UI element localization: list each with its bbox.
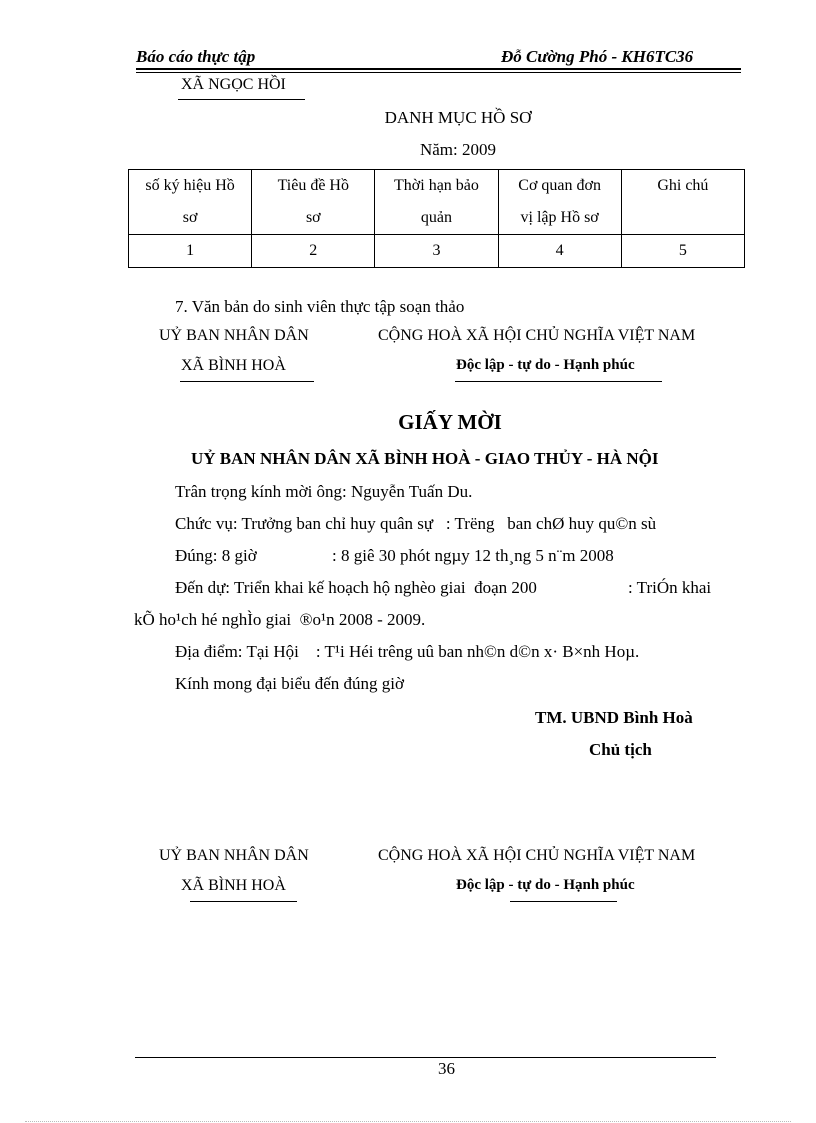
invitation-line-attend: Đến dự: Triển khai kế hoạch hộ nghèo giai đoạn 200 — [175, 578, 537, 597]
page-number: 36 — [438, 1059, 455, 1078]
table-cell: 1 — [129, 235, 252, 268]
block1-org-line1: UỶ BAN NHÂN DÂN — [159, 327, 309, 344]
page-edge — [25, 1121, 791, 1122]
invitation-line-position: Chức vụ: Trưởng ban chỉ huy quân sự : Trëng ban chØ huy qu©n sù — [175, 514, 657, 533]
invitation-line-time: Đúng: 8 giờ — [175, 546, 257, 565]
table-row — [129, 235, 745, 268]
block2-nation-line1: CỘNG HOÀ XÃ HỘI CHỦ NGHĨA VIỆT NAM — [378, 847, 696, 864]
catalog-table — [128, 169, 745, 268]
top-org-underline — [178, 99, 305, 100]
invitation-line-attend-cont: kÕ ho¹ch hé nghÌo giai ®o¹n 2008 - 2009. — [134, 610, 426, 629]
block2-org-line1: UỶ BAN NHÂN DÂN — [159, 847, 309, 864]
signature-title: TM. UBND Bình Hoà — [535, 708, 693, 727]
header-right: Đỗ Cường Phó - KH6TC36 — [501, 47, 694, 66]
catalog-year: Năm: 2009 — [419, 140, 497, 159]
invitation-line-invitee: Trân trọng kính mời ông: Nguyễn Tuấn Du. — [175, 482, 473, 501]
table-header-row — [129, 170, 745, 235]
block1-nation-line1: CỘNG HOÀ XÃ HỘI CHỦ NGHĨA VIỆT NAM — [378, 327, 696, 344]
table-header-cell: Ghi chú — [621, 170, 744, 235]
block1-motto-underline — [455, 381, 662, 382]
header-rule — [136, 68, 741, 70]
invitation-line-closing: Kính mong đại biểu đến đúng giờ — [175, 674, 405, 693]
signature-role: Chủ tịch — [589, 740, 652, 759]
table-cell: 5 — [621, 235, 744, 268]
invitation-title: GIẤY MỜI — [398, 410, 502, 434]
block1-org-line2: XÃ BÌNH HOÀ — [181, 357, 286, 374]
catalog-title: DANH MỤC HỒ SƠ — [384, 108, 532, 127]
section-heading: 7. Văn bản do sinh viên thực tập soạn thảo — [175, 297, 465, 316]
block2-motto: Độc lập - tự do - Hạnh phúc — [456, 877, 635, 893]
block2-org-underline — [190, 901, 297, 902]
block2-motto-underline — [510, 901, 617, 902]
header-left: Báo cáo thực tập — [136, 47, 256, 66]
footer-rule — [135, 1057, 716, 1058]
top-org-name: XÃ NGỌC HỒI — [181, 76, 286, 93]
table-cell: 2 — [252, 235, 375, 268]
invitation-line-attend-alt: : TriÓn khai — [628, 578, 712, 597]
header-rule-thin — [136, 72, 741, 73]
invitation-line-venue: Địa điểm: Tại Hội : T¹i Héi trêng uû ban nh©n d©n x· B×nh Hoµ. — [175, 642, 640, 661]
table-header-cell: Thời hạn bảo quản — [375, 170, 498, 235]
invitation-subtitle: UỶ BAN NHÂN DÂN XÃ BÌNH HOÀ - GIAO THỦY - HÀ NỘI — [191, 449, 659, 468]
table-cell: 4 — [498, 235, 621, 268]
table-header-cell: số ký hiệu Hồ sơ — [129, 170, 252, 235]
table-header-cell: Cơ quan đơn vị lập Hồ sơ — [498, 170, 621, 235]
invitation-line-time-alt: : 8 giê 30 phót ngµy 12 th¸ng 5 n¨m 2008 — [332, 546, 614, 565]
table-cell: 3 — [375, 235, 498, 268]
table-header-cell: Tiêu đề Hồ sơ — [252, 170, 375, 235]
block1-org-underline — [180, 381, 314, 382]
block2-org-line2: XÃ BÌNH HOÀ — [181, 877, 286, 894]
block1-motto: Độc lập - tự do - Hạnh phúc — [456, 357, 635, 373]
